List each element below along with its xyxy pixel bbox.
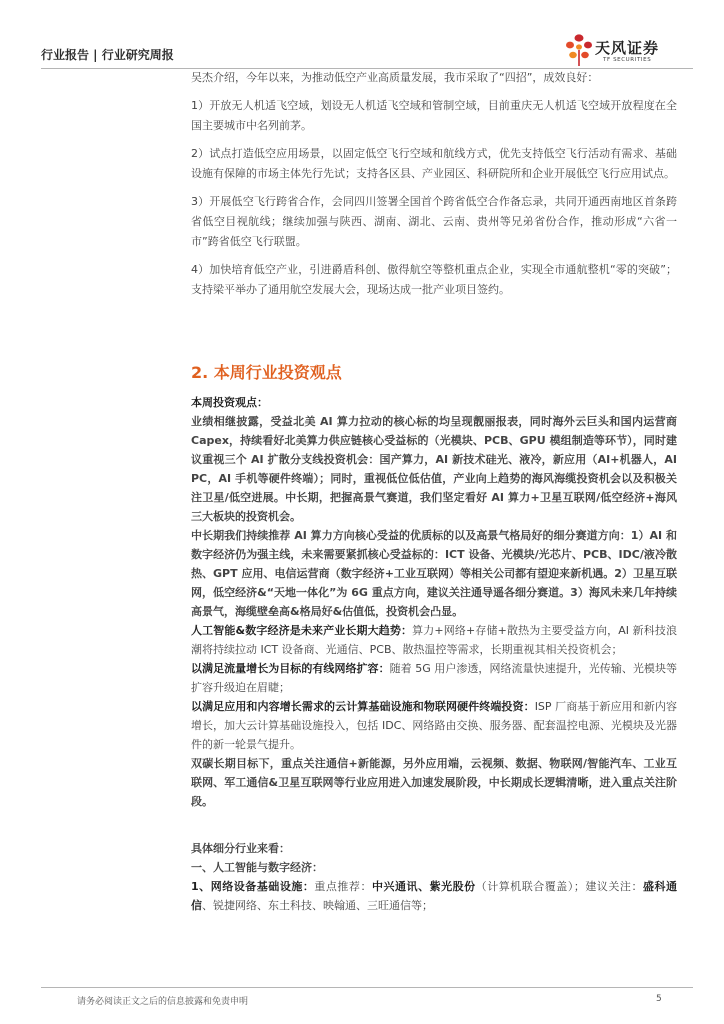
section-heading: 2. 本周行业投资观点 <box>191 363 342 382</box>
intro-item-3: 3）开展低空飞行跨省合作，会同四川签署全国首个跨省低空合作备忘录，共同开通西南地区首条跨省低空目视航线；继续加强与陕西、湖南、湖北、云南、贵州等兄弟省份合作，推动形成“六省一市”跨省低空飞行联盟。 <box>191 195 677 248</box>
footer-disclaimer: 请务必阅读正文之后的信息披露和免责申明 <box>77 997 249 1007</box>
flower-logo-icon <box>563 33 595 67</box>
views-paragraph-5 <box>191 697 677 754</box>
subsector-heading: 具体细分行业来看： <box>191 842 290 855</box>
company-logo <box>563 33 693 67</box>
investment-views <box>191 393 677 915</box>
watch-stock: 盛科通信 <box>191 880 678 912</box>
views-paragraph-2: 中长期我们持续推荐 AI 算力方向核心受益的优质标的以及高景气格局好的细分赛道方向：1）AI 和数字经济仍为强主线，未来需要紧抓核心受益标的：ICT 设备、光模块/光芯片、PCB、IDC/液冷散热、GPT 应用、电信运营商（数字经济+工业互联网）等相关公司都有望迎来新机遇。2）卫星互联网，低空经济&“天地一体化”为 6G 重点方向，建议关注通导遥各细分赛道。3）海风未来几年持续高景气，海缆壁垒高&格局好&估值低，投资机会凸显。 <box>191 529 677 618</box>
views-paragraph-6: 双碳长期目标下，重点关注通信+新能源，另外应用端，云视频、数据、物联网/智能汽车、工业互联网、军工通信&卫星互联网等行业应用进入加速发展阶段，中长期成长逻辑清晰，进入重点关注阶段。 <box>191 757 677 808</box>
network-equipment-paragraph <box>191 877 677 915</box>
views-paragraph-5-text: ISP 厂商基于新应用和新内容增长，加大云计算基础设施投入，包括 IDC、网络路由交换、服务器、配套温控电源、光模块及光器件的新一轮景气提升。 <box>191 700 677 751</box>
views-subheading: 本周投资观点： <box>191 396 268 409</box>
views-paragraph-4-lead: 以满足流量增长为目标的有线网络扩容： <box>191 662 390 675</box>
page-header <box>41 33 693 69</box>
views-paragraph-4-text: 随着 5G 用户渗透，网络流量快速提升，光传输、光模块等扩容升级迫在眉睫； <box>191 662 678 694</box>
logo-english-name: TF SECURITIES <box>603 57 652 63</box>
intro-item-4: 4）加快培育低空产业，引进爵盾科创、傲得航空等整机重点企业，实现全市通航整机“零的突破”；支持梁平举办了通用航空发展大会，现场达成一批产业项目签约。 <box>191 263 677 296</box>
intro-item-1: 1）开放无人机适飞空域，划设无人机适飞空域和管制空域，目前重庆无人机适飞空域开放程度在全国主要城市中名列前茅。 <box>191 99 677 132</box>
views-paragraph-4 <box>191 659 677 697</box>
logo-wordmark: 天风证券 <box>595 39 660 57</box>
network-equipment-lead: 1、网络设备基础设施： <box>191 880 315 893</box>
intro-lead: 吴杰介绍，今年以来，为推动低空产业高质量发展，我市采取了“四招”，成效良好： <box>191 71 599 84</box>
report-type-label: 行业报告 | 行业研究周报 <box>41 48 174 62</box>
recommended-stocks: 中兴通讯、紫光股份 <box>371 880 476 893</box>
recommend-label: 重点推荐： <box>314 880 372 893</box>
watch-stocks-rest: 、锐捷网络、东土科技、映翰通、三旺通信等； <box>202 899 433 912</box>
views-paragraph-3-text: 算力+网络+存储+散热为主要受益方向，AI 新科技浪潮将持续拉动 ICT 设备商、光通信、PCB、散热温控等需求，长期重视其相关投资机会； <box>191 624 678 656</box>
coverage-note: （计算机联合覆盖）；建议关注： <box>475 880 643 893</box>
views-paragraph-3 <box>191 621 677 659</box>
views-paragraph-3-lead: 人工智能&数字经济是未来产业长期大趋势： <box>191 624 413 637</box>
intro-item-2: 2）试点打造低空应用场景，以固定低空飞行空域和航线方式，优先支持低空飞行活动有需求、基础设施有保障的市场主体先行先试；支持各区县、产业园区、科研院所和企业开展低空飞行应用试点。 <box>191 147 677 180</box>
page-number: 5 <box>656 994 662 1004</box>
views-paragraph-5-lead: 以满足应用和内容增长需求的云计算基础设施和物联网硬件终端投资： <box>191 700 535 713</box>
footer-divider <box>41 987 693 988</box>
views-paragraph-1: 业绩相继披露，受益北美 AI 算力拉动的核心标的均呈现靓丽报表，同时海外云巨头和国内运营商 Capex，持续看好北美算力供应链核心受益标的（光模块、PCB、GPU 模组制造等环节），同时建议重视三个 AI 扩散分支线投资机会：国产算力，AI 新技术硅光、液冷，新应用（AI+机器人，AI PC，AI 手机等硬件终端）；同时，重视低位低估值，产业向上趋势的海风海缆投资机会以及积极关注卫星/低空进展。中长期，把握高景气赛道，我们坚定看好 AI 算力+卫星互联网/低空经济+海风三大板块的投资机会。 <box>191 415 677 523</box>
intro-section <box>191 68 677 300</box>
subsector-ai-heading: 一、人工智能与数字经济： <box>191 861 323 874</box>
